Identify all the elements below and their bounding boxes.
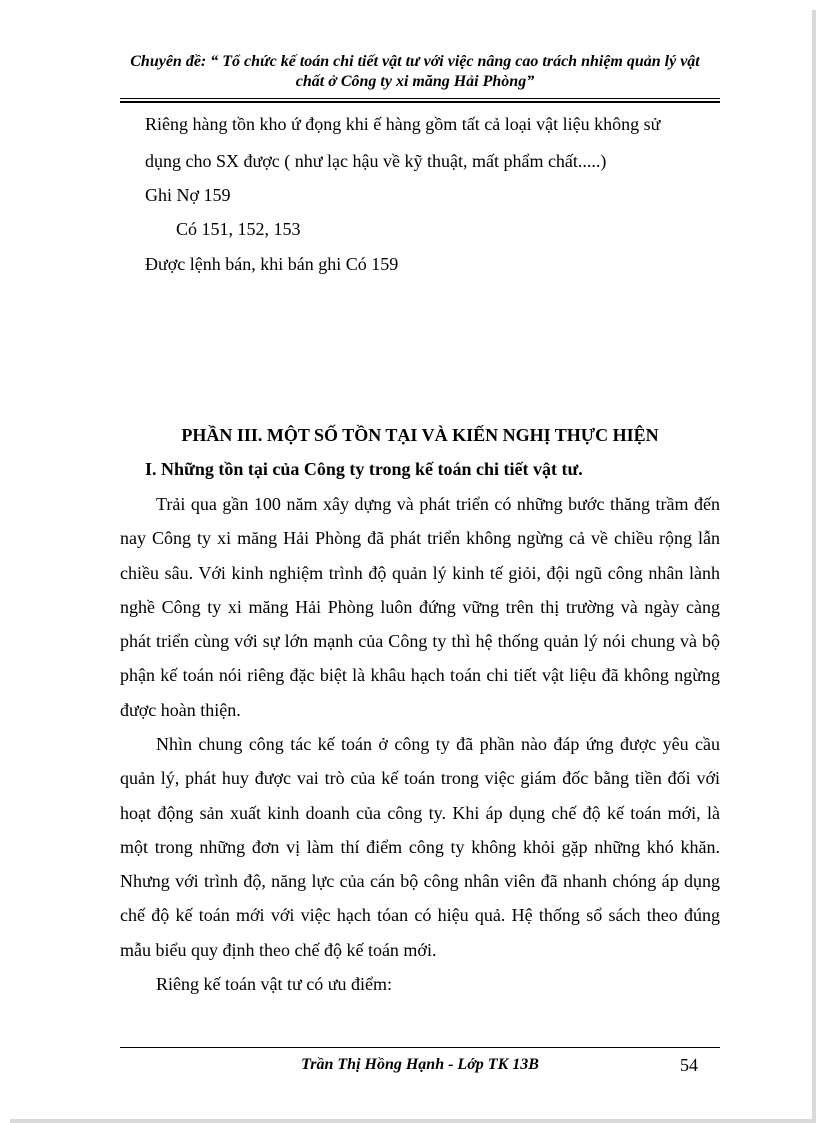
header-rule: [120, 98, 720, 99]
paragraph-3: [120, 967, 720, 1001]
footer-author: Trần Thị Hồng Hạnh - Lớp TK 13B: [301, 1056, 539, 1073]
section-title: PHẦN III. MỘT SỐ TỒN TẠI VÀ KIẾN NGHỊ THỰC HIỆN: [181, 425, 659, 445]
page-header: [120, 52, 710, 92]
paragraph-1-text: Trải qua gần 100 năm xây dựng và phát triển có những bước thăng trầm đến nay Công ty xi măng Hải Phòng đã phát triển không ngừng cả về chiều rộng lẫn chiều sâu. Với kinh nghiệm trình độ quản lý kinh tế giỏi, đội ngũ công nhân lành nghề Công ty xi măng Hải Phòng luôn đứng vững trên thị trường và ngày càng phát triển cùng với sự lớn mạnh của Công ty thì hệ thống quản lý nói chung và bộ phận kế toán nói riêng đặc biệt là khâu hạch toán chi tiết vật liệu đã không ngừng được hoàn thiện.: [120, 494, 720, 720]
paragraph-2-text: Nhìn chung công tác kế toán ở công ty đã phần nào đáp ứng được yêu cầu quản lý, phát huy được vai trò của kế toán trong việc giám đốc bằng tiền đối với hoạt động sản xuất kinh doanh của công ty. Khi áp dụng chế độ kế toán mới, là một trong những đơn vị làm thí điểm công ty không khỏi gặp những khó khăn. Nhưng với trình độ, năng lực của cán bộ công nhân viên đã nhanh chóng áp dụng chế độ kế toán mới với việc hạch tóan có hiệu quả. Hệ thống sổ sách theo đúng mẫu biểu quy định theo chế độ kế toán mới.: [120, 734, 720, 960]
header-title-line-1: Chuyên đề: “ Tổ chức kế toán chi tiết vật tư với việc nâng cao trách nhiệm quản lý vật: [130, 53, 700, 70]
paragraph-3-text: Riêng kế toán vật tư có ưu điểm:: [156, 974, 392, 994]
intro-line-4: Có 151, 152, 153: [176, 219, 301, 239]
page-number: 54: [680, 1055, 698, 1075]
section-subtitle: I. Những tồn tại của Công ty trong kế toán chi tiết vật tư.: [145, 459, 583, 479]
page-shadow-bottom: [10, 1119, 816, 1123]
intro-line-5: Được lệnh bán, khi bán ghi Có 159: [145, 254, 399, 274]
intro-line-1: Riêng hàng tồn kho ứ đọng khi ế hàng gồm tất cả loại vật liệu không sử: [145, 114, 661, 134]
page-shadow-right: [812, 10, 816, 1123]
intro-line-2: dụng cho SX được ( như lạc hậu về kỹ thuật, mất phẩm chất.....): [145, 151, 607, 171]
intro-line-3: Ghi Nợ 159: [145, 185, 231, 205]
header-title-line-2: chất ở Công ty xi măng Hải Phòng”: [295, 73, 535, 90]
paragraph-1: [120, 487, 720, 727]
paragraph-2: [120, 727, 720, 967]
footer-rule: [120, 1047, 720, 1048]
header-rule-thick: [120, 101, 720, 103]
